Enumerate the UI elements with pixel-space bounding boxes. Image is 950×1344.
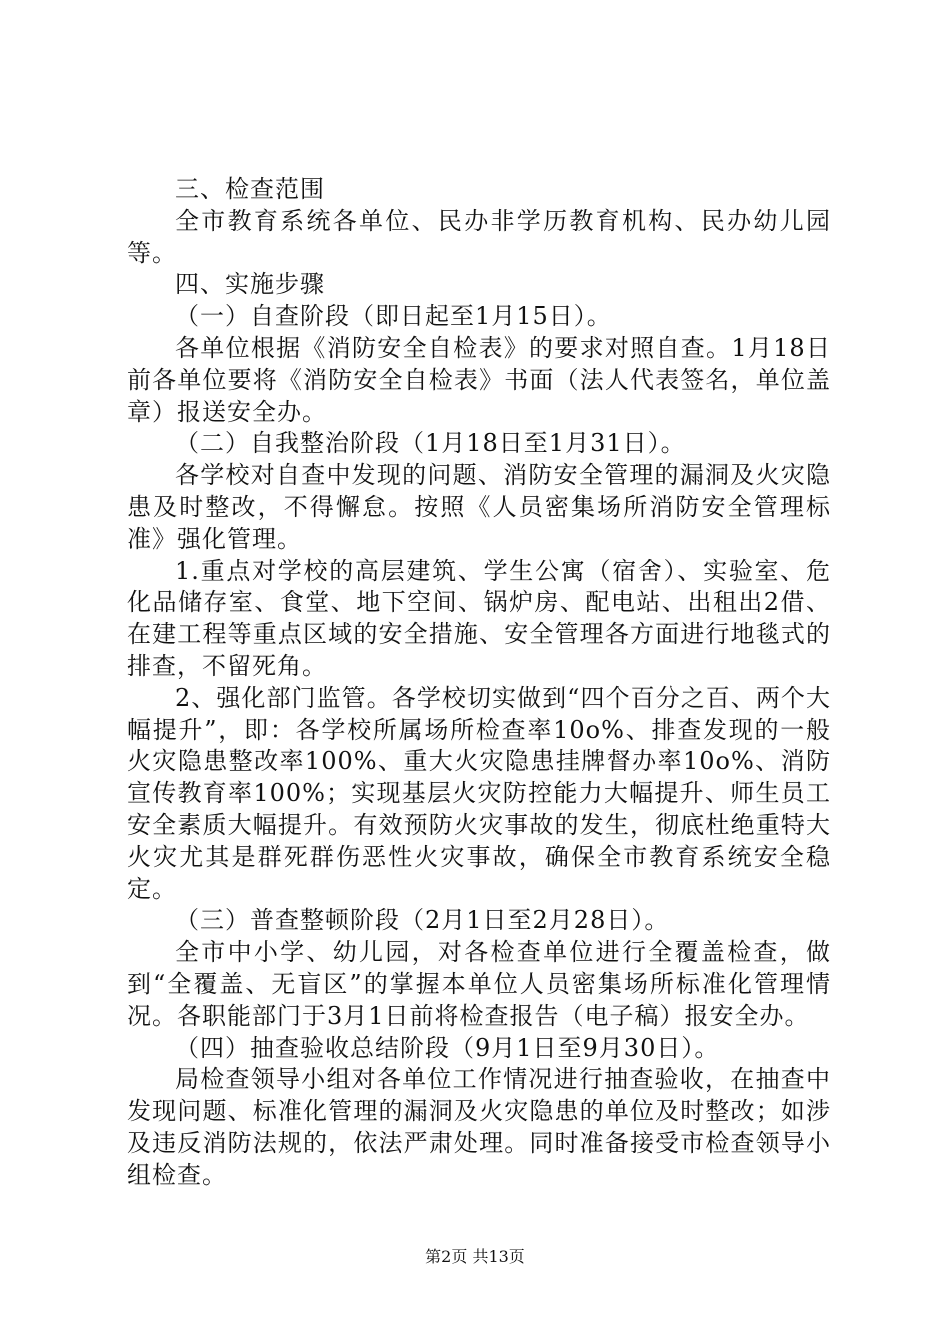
acceptance-paragraph: 局检查领导小组对各单位工作情况进行抽查验收，在抽查中发现问题、标准化管理的漏洞及火灾隐患的单位及时整改；如涉及违反消防法规的，依法严肃处理。同时准备接受市检查领导小组检查。 [127,1065,831,1189]
supervision-paragraph: 2、强化部门监管。各学校切实做到“四个百分之百、两个大幅提升”，即：各学校所属场所检查率10o%、排查发现的一般火灾隐患整改率100%、重大火灾隐患挂牌督办率10o%、消防宣传教育率100%；实现基层火灾防控能力大幅提升、师生员工安全素质大幅提升。有效预防火灾事故的发生，彻底杜绝重特大火灾尤其是群死群伤恶性火灾事故，确保全市教育系统安全稳定。 [127,683,831,903]
document-body [127,174,831,1192]
phase-heading-self-rectification: （二）自我整治阶段（1月18日至1月31日）。 [175,429,686,458]
scope-paragraph: 全市教育系统各单位、民办非学历教育机构、民办幼儿园等。 [127,206,831,267]
phase-heading-survey: （三）普查整顿阶段（2月1日至2月28日）。 [175,906,670,935]
page-number-footer: 第2页 共13页 [425,1247,525,1266]
survey-paragraph: 全市中小学、幼儿园，对各检查单位进行全覆盖检查，做到“全覆盖、无盲区”的掌握本单位人员密集场所标准化管理情况。各职能部门于3月1日前将检查报告（电子稿）报安全办。 [127,938,831,1030]
key-areas-paragraph: 1.重点对学校的高层建筑、学生公寓（宿舍）、实验室、危化品储存室、食堂、地下空间、锅炉房、配电站、出租出2借、在建工程等重点区域的安全措施、安全管理各方面进行地毯式的排查，不留死角。 [127,556,831,680]
self-rectification-paragraph: 各学校对自查中发现的问题、消防安全管理的漏洞及火灾隐患及时整改，不得懈怠。按照《人员密集场所消防安全管理标准》强化管理。 [127,461,831,553]
phase-heading-acceptance: （四）抽查验收总结阶段（9月1日至9月30日）。 [175,1033,720,1062]
section-heading-steps: 四、实施步骤 [175,270,325,299]
phase-heading-self-check: （一）自查阶段（即日起至1月15日）。 [175,302,612,331]
section-heading-scope: 三、检查范围 [175,175,325,203]
self-check-paragraph: 各单位根据《消防安全自检表》的要求对照自查。1月18日前各单位要将《消防安全自检表》书面（法人代表签名，单位盖章）报送安全办。 [127,333,831,426]
